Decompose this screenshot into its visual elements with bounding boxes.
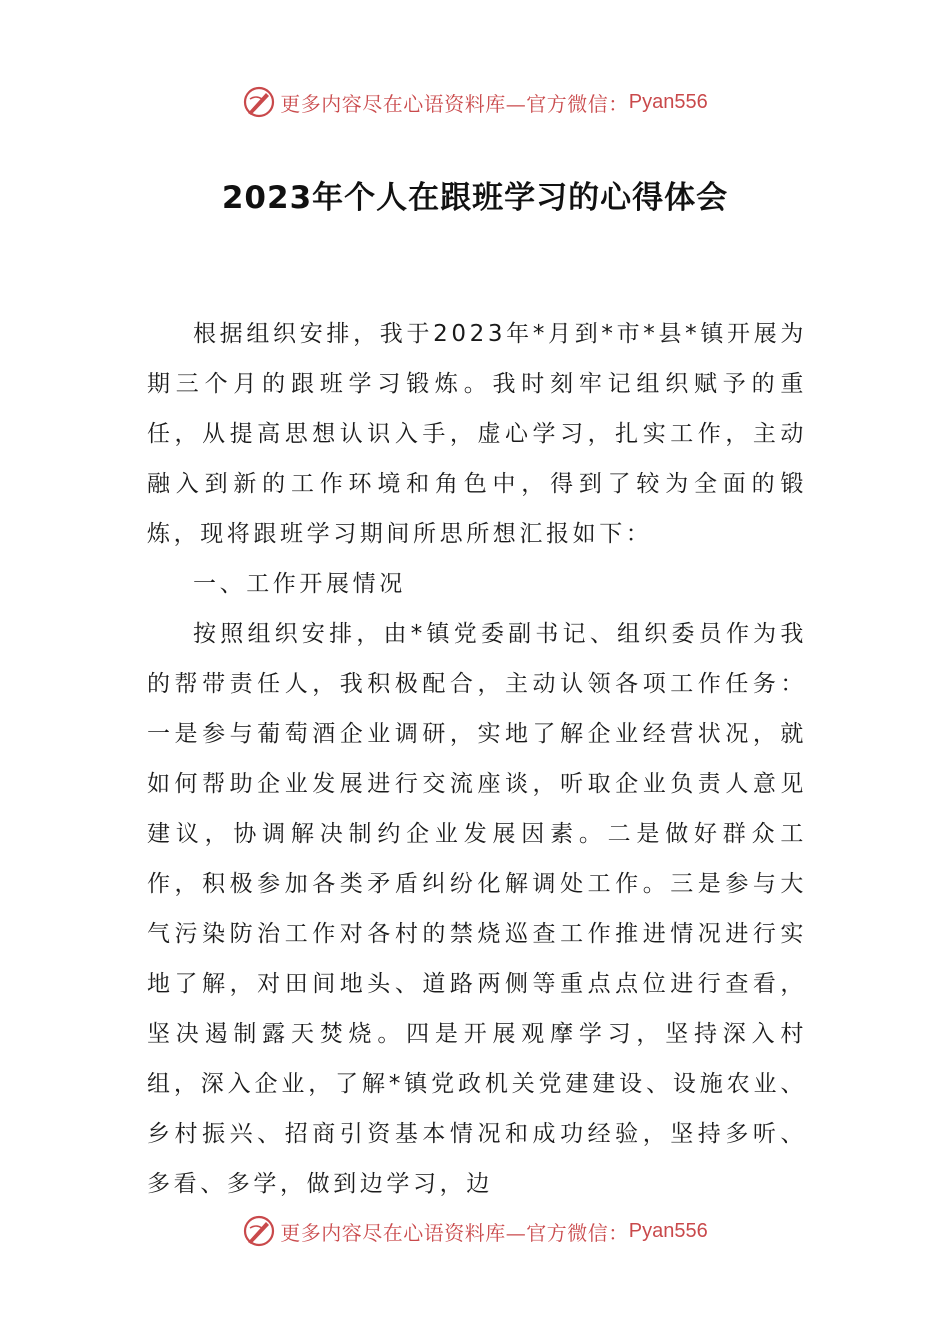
wechat-id: Pyan556 (628, 90, 708, 113)
pen-logo-icon (242, 1214, 276, 1248)
wechat-id: Pyan556 (628, 1219, 708, 1242)
paragraph: 按照组织安排，由*镇党委副书记、组织委员作为我的帮带责任人，我积极配合，主动认领各项工作任务：一是参与葡萄酒企业调研，实地了解企业经营状况，就如何帮助企业发展进行交流座谈，听取企业负责人意见建议，协调解决制约企业发展因素。二是做好群众工作，积极参加各类矛盾纠纷化解调处工作。三是参与大气污染防治工作对各村的禁烧巡查工作推进情况进行实地了解，对田间地头、道路两侧等重点点位进行查看，坚决遏制露天焚烧。四是开展观摩学习，坚持深入村组，深入企业，了解*镇党政机关党建建设、设施农业、乡村振兴、招商引资基本情况和成功经验，坚持多听、多看、多学，做到边学习，边 (147, 621, 807, 1197)
header-banner (0, 82, 950, 122)
section-heading: 一、工作开展情况 (193, 571, 406, 597)
paragraph: 根据组织安排，我于2023年*月到*市*县*镇开展为期三个月的跟班学习锻炼。我时刻牢记组织赋予的重任，从提高思想认识入手，虚心学习，扎实工作，主动融入到新的工作环境和角色中，得到了较为全面的锻炼，现将跟班学习期间所思所想汇报如下： (147, 321, 807, 547)
document-body (147, 309, 807, 1209)
banner-text: 更多内容尽在心语资料库—官方微信： (280, 91, 629, 116)
document-title: 2023年个人在跟班学习的心得体会 (221, 180, 729, 216)
footer-banner (0, 1211, 950, 1251)
banner-text: 更多内容尽在心语资料库—官方微信： (280, 1220, 629, 1245)
pen-logo-icon (242, 85, 276, 119)
